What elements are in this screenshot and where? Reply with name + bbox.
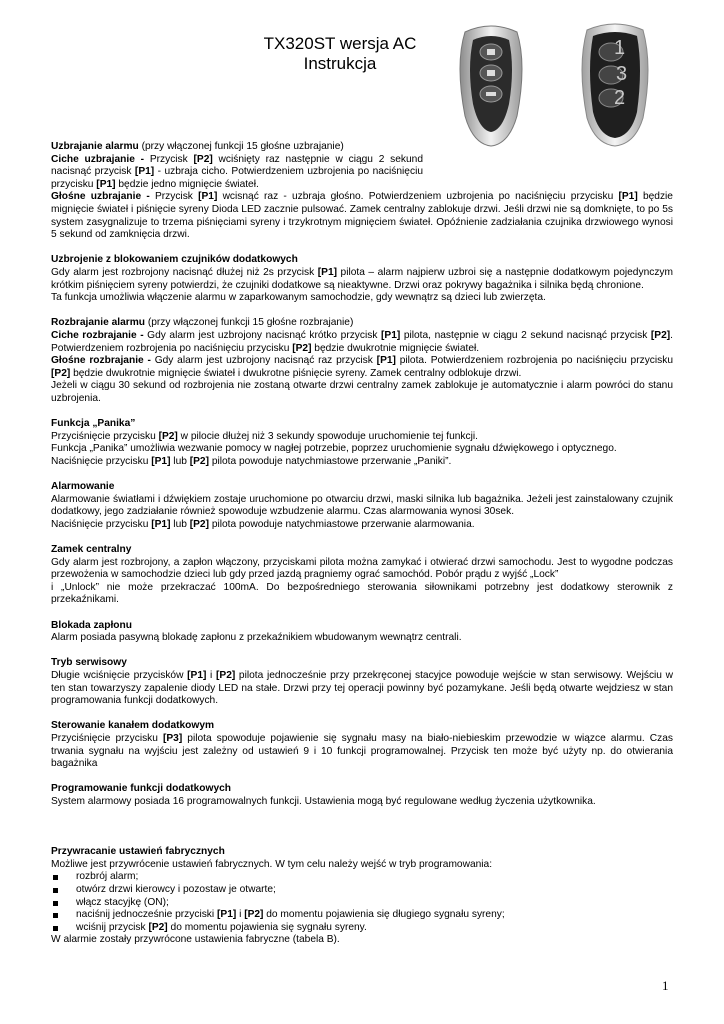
document-body	[51, 141, 673, 947]
title-line-1: TX320ST wersja AC	[263, 34, 417, 53]
list-item: wciśnij przycisk [P2] do momentu pojawienia się sygnału syreny.	[51, 922, 673, 935]
sensor-block-heading: Uzbrojenie z blokowaniem czujników dodatkowych	[51, 254, 298, 266]
list-item: rozbrój alarm;	[51, 871, 673, 884]
remote-label-1: 1	[614, 37, 626, 59]
list-item: naciśnij jednocześnie przyciski [P1] i [P2] do momentu pojawienia się długiego sygnału syreny;	[51, 909, 673, 922]
document-title	[230, 34, 450, 74]
title-line-2: Instrukcja	[303, 54, 377, 73]
silent-arming-paragraph: Ciche uzbrajanie - Przycisk [P2] wciśnięty raz następnie w ciągu 2 sekund nacisnąć przycisk [P1] - uzbraja cicho. Potwierdzeniem uzbrojenia po naciśnięciu przycisku [P1] będzie jedno mignięcie świateł.	[51, 153, 424, 190]
remote-silver-photo	[453, 24, 529, 148]
panic-heading: Funkcja „Panika”	[51, 418, 136, 430]
arming-heading: Uzbrajanie alarmu	[51, 141, 139, 152]
alarm-heading: Alarmowanie	[51, 481, 115, 493]
service-heading: Tryb serwisowy	[51, 657, 127, 669]
section-extra-channel: Sterowanie kanałem dodatkowym Przyciśnięcie przycisku [P3] pilota spowoduje pojawienie się sygnału masy na biało-niebieskim przewodzie w wiązce alarmu. Czas trwania sygnału na wyjściu jest zależny od ustawień 9 i 10 funkcji programowalnej. Przycisk ten może być użyty np. do otwierania bagażnika	[51, 720, 674, 770]
section-sensor-block: Uzbrojenie z blokowaniem czujników dodatkowych Gdy alarm jest rozbrojony nacisnąć dłużej niż 2s przycisk [P1] pilota – alarm najpierw uzbroi się a następnie dodatkowym pojedynczym krótkim piśnięciem syreny potwierdzi, że czujniki dodatkowe są nieaktywne. Drzwi oraz pokrywy bagażnika i silnika będą chronione. Ta funkcja umożliwia włączenie alarmu w zaparkowanym samochodzie, gdy wewnątrz są dzieci lub zwierzęta.	[51, 254, 673, 304]
section-programming: Programowanie funkcji dodatkowych System alarmowy posiada 16 programowalnych funkcji. Ustawienia mogą być regulowane według życzenia użytkownika.	[51, 783, 596, 807]
remote-label-3: 3	[616, 63, 628, 85]
page-number: 1	[662, 978, 669, 993]
ignition-heading: Blokada zapłonu	[51, 619, 132, 631]
lock-heading: Zamek centralny	[51, 544, 132, 555]
silent-disarming-paragraph: Ciche rozbrajanie - Gdy alarm jest uzbrojony nacisnąć krótko przycisk [P1] pilota, następnie w ciągu 2 sekund nacisnąć przycisk [P2]. Potwierdzeniem rozbrojenia po naciśnięciu przycisku [P2] będzie dwukrotnie mignięcie świateł.	[51, 329, 673, 354]
loud-arming-paragraph: Głośne uzbrajanie - Przycisk [P1] wcisnąć raz - uzbraja głośno. Potwierdzeniem uzbrojenia po naciśnięciu przycisku [P1] będzie mignięcie świateł i piśnięcie syreny Dioda LED zacznie pulsować. Zamek centralny zablokuje drzwi. Jeśli drzwi nie są domknięte, to po 5s system zasygnalizuje to trzema piśnięciami syreny i trzykrotnym mignięciem świateł. Opóźnienie zadziałania czujnika drzwiowego wynosi 5 sekund od zamknięcia drzwi.	[51, 191, 673, 241]
channel-heading: Sterowanie kanałem dodatkowym	[51, 720, 215, 732]
disarming-heading: Rozbrajanie alarmu	[51, 317, 145, 329]
section-alarm: Alarmowanie Alarmowanie światłami i dźwiękiem zostaje uruchomione po otwarciu drzwi, maski silnika lub bagażnika. Jeżeli jest zainstalowany czujnik dodatkowy, jego zadziałanie również spowoduje wzbudzenie alarmu. Czas alarmowania wynosi 30sek. Naciśnięcie przycisku [P1] lub [P2] pilota powoduje natychmiastowe przerwanie alarmowania.	[51, 481, 673, 530]
list-item: włącz stacyjkę (ON);	[51, 897, 673, 910]
section-central-lock: Zamek centralny Gdy alarm jest rozbrojony, a zapłon włączony, przyciskami pilota można zamykać i otwierać drzwi samochodu. Jest to wygodne podczas przewożenia w samochodzie dzieci lub gdy przed jazdą pragniemy ograć samochód. Pobór prądu z wyjść „Lock” i „Unlock” nie może przekraczać 100mA. Do bezpośredniego sterowania siłownikami potrzebny jest dodatkowy sterownik z przekaźnikami.	[51, 544, 673, 606]
section-panic: Funkcja „Panika” Przyciśnięcie przycisku [P2] w pilocie dłużej niż 3 sekundy spowoduje uruchomienie tej funkcji. Funkcja „Panika” umożliwia wezwanie pomocy w nagłej potrzebie, poprzez uruchomienie sygnału dźwiękowego i optycznego. Naciśnięcie przycisku [P1] lub [P2] pilota powoduje natychmiastowe przerwanie „Paniki”.	[51, 418, 617, 467]
remote-label-2: 2	[614, 87, 626, 109]
factory-heading: Przywracanie ustawień fabrycznych	[51, 846, 225, 858]
section-ignition-lock: Blokada zapłonu Alarm posiada pasywną blokadę zapłonu z przekaźnikiem wbudowanym wewnątrz centrali.	[51, 619, 462, 644]
loud-disarming-paragraph: Głośne rozbrajanie - Gdy alarm jest uzbrojony nacisnąć raz przycisk [P1] pilota. Potwierdzeniem rozbrojenia po naciśnięciu przycisku [P2] będzie dwukrotnie mignięcie świateł i dwukrotne piśnięcie syreny. Zamek centralny odblokuje drzwi.	[51, 355, 674, 379]
section-disarming: Rozbrajanie alarmu (przy włączonej funkcji 15 głośne rozbrajanie) Ciche rozbrajanie - Gdy alarm jest uzbrojony nacisnąć krótko przycisk [P1] pilota, następnie w ciągu 2 sekund nacisnąć przycisk [P2]. Potwierdzeniem rozbrojenia po naciśnięciu przycisku [P2] będzie dwukrotnie mignięcie świateł. Głośne rozbrajanie - Gdy alarm jest uzbrojony nacisnąć raz przycisk [P1] pilota. Potwierdzeniem rozbrojenia po naciśnięciu przycisku [P2] będzie dwukrotnie mignięcie świateł i dwukrotne piśnięcie syreny. Zamek centralny odblokuje drzwi. Jeżeli w ciągu 30 sekund od rozbrojenia nie zostaną otwarte drzwi centralny zamek zablokuje je automatycznie i alarm powróci do stanu uzbrojenia.	[51, 317, 674, 404]
factory-steps-list	[51, 871, 673, 934]
section-arming: Uzbrajanie alarmu (przy włączonej funkcji 15 głośne uzbrajanie) Ciche uzbrajanie - Przycisk [P2] wciśnięty raz następnie w ciągu 2 sekund nacisnąć przycisk [P1] - uzbraja cicho. Potwierdzeniem uzbrojenia po naciśnięciu przycisku [P1] będzie jedno mignięcie świateł. Głośne uzbrajanie - Przycisk [P1] wcisnąć raz - uzbraja głośno. Potwierdzeniem uzbrojenia po naciśnięciu przycisku [P1] będzie mignięcie świateł i piśnięcie syreny Dioda LED zacznie pulsować. Zamek centralny zablokuje drzwi. Jeśli drzwi nie są domknięte, to po 5s system zasygnalizuje to trzema piśnięciami syreny i trzykrotnym mignięciem świateł. Opóźnienie zadziałania czujnika drzwiowego wynosi 5 sekund od zamknięcia drzwi.	[51, 141, 673, 241]
section-factory-reset: Przywracanie ustawień fabrycznych Możliwe jest przywrócenie ustawień fabrycznych. W tym celu należy wejść w tryb programowania: rozbrój alarm; otwórz drzwi kierowcy i pozostaw je otwarte; włącz stacyjkę (ON); naciśnij jednocześnie przyciski [P1] i [P2] do momentu pojawienia się długiego sygnału syreny; wciśnij przycisk [P2] do momentu pojawienia się sygnału syreny. W alarmie zostały przywrócone ustawienia fabryczne (tabela B).	[51, 846, 673, 947]
list-item: otwórz drzwi kierowcy i pozostaw je otwarte;	[51, 884, 673, 897]
section-service-mode: Tryb serwisowy Długie wciśnięcie przycisków [P1] i [P2] pilota jednocześnie przy przekręconej stacyjce powoduje wejście w stan serwisowy. Wejściu w ten stan towarzyszy zapalenie diody LED na stałe. Drzwi przy tej operacji powinny być pozamykane. Jeśli będą otwarte wejdziesz w stan programowania funkcji dodatkowych.	[51, 657, 673, 707]
programming-heading: Programowanie funkcji dodatkowych	[51, 783, 232, 795]
